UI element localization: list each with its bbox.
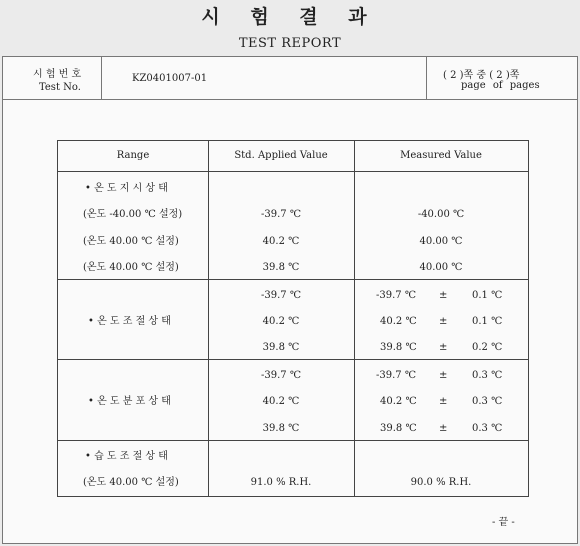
test-no-value-cell [102,57,427,99]
test-no-korean-label: 시 험 번 호 [33,69,82,80]
report-page [2,56,578,544]
report-header [3,57,577,99]
tolerance-cell: 0.3 ℃ [472,396,503,407]
results-table [57,140,529,497]
range-cell: (온도 40.00 ℃ 설정) [83,236,179,247]
std-value-cell: 39.8 ℃ [262,423,300,434]
column-divider [354,141,355,496]
range-cell: (온도 -40.00 ℃ 설정) [83,209,183,220]
group-label-temp-distribution: • 온 도 분 포 상 태 [88,396,171,407]
measured-value-cell: 39.8 ℃ [380,423,417,434]
std-value-cell: -39.7 ℃ [260,209,302,220]
header-divider [3,99,577,100]
measured-value-cell: 40.2 ℃ [380,396,417,407]
row-divider [58,171,528,172]
std-value-cell: -39.7 ℃ [260,370,302,381]
measured-value-cell: 40.00 ℃ [419,236,463,247]
std-value-cell: -39.7 ℃ [260,290,302,301]
test-no-value: KZ0401007-01 [132,73,208,84]
std-value-cell: 39.8 ℃ [262,262,300,273]
std-value-cell: 91.0 % R.H. [250,477,312,488]
range-cell: (온도 40.00 ℃ 설정) [83,477,179,488]
page-count-korean: ( 2 )쪽 중 ( 2 )쪽 [443,70,520,81]
row-divider [58,359,528,360]
plus-minus: ± [439,342,448,353]
column-header-range: Range [116,150,150,161]
measured-value-cell: -39.7 ℃ [376,290,417,301]
tolerance-cell: 0.1 ℃ [472,290,503,301]
measured-value-cell: 40.2 ℃ [380,316,417,327]
test-no-label-cell [3,57,102,99]
row-divider [58,440,528,441]
std-value-cell: 40.2 ℃ [262,236,300,247]
measured-value-cell: -39.7 ℃ [376,370,417,381]
tolerance-cell: 0.3 ℃ [472,370,503,381]
measured-value-cell: 40.00 ℃ [419,262,463,273]
plus-minus: ± [439,370,448,381]
range-cell: (온도 40.00 ℃ 설정) [83,262,179,273]
test-no-english-label: Test No. [39,82,81,93]
measured-value-cell: 39.8 ℃ [380,342,417,353]
tolerance-cell: 0.2 ℃ [472,342,503,353]
row-divider [58,279,528,280]
page-count-cell [427,57,577,99]
column-header-std: Std. Applied Value [234,150,328,161]
group-label-humidity-control: • 습 도 조 절 상 태 [85,451,168,462]
std-value-cell: 39.8 ℃ [262,342,300,353]
document-subtitle: TEST REPORT [238,36,342,51]
page-count-english: page of pages [461,80,540,91]
plus-minus: ± [439,396,448,407]
plus-minus: ± [439,290,448,301]
plus-minus: ± [439,423,448,434]
document-title: 시 험 결 과 [201,6,379,28]
tolerance-cell: 0.3 ℃ [472,423,503,434]
end-marker: - 끝 - [492,517,515,528]
group-label-temp-indication: • 온 도 지 시 상 태 [85,183,168,194]
group-label-temp-control: • 온 도 조 절 상 태 [88,316,171,327]
std-value-cell: 40.2 ℃ [262,396,300,407]
column-divider [208,141,209,496]
measured-value-cell: 90.0 % R.H. [410,477,472,488]
measured-value-cell: -40.00 ℃ [417,209,465,220]
column-header-measured: Measured Value [400,150,482,161]
tolerance-cell: 0.1 ℃ [472,316,503,327]
plus-minus: ± [439,316,448,327]
std-value-cell: 40.2 ℃ [262,316,300,327]
